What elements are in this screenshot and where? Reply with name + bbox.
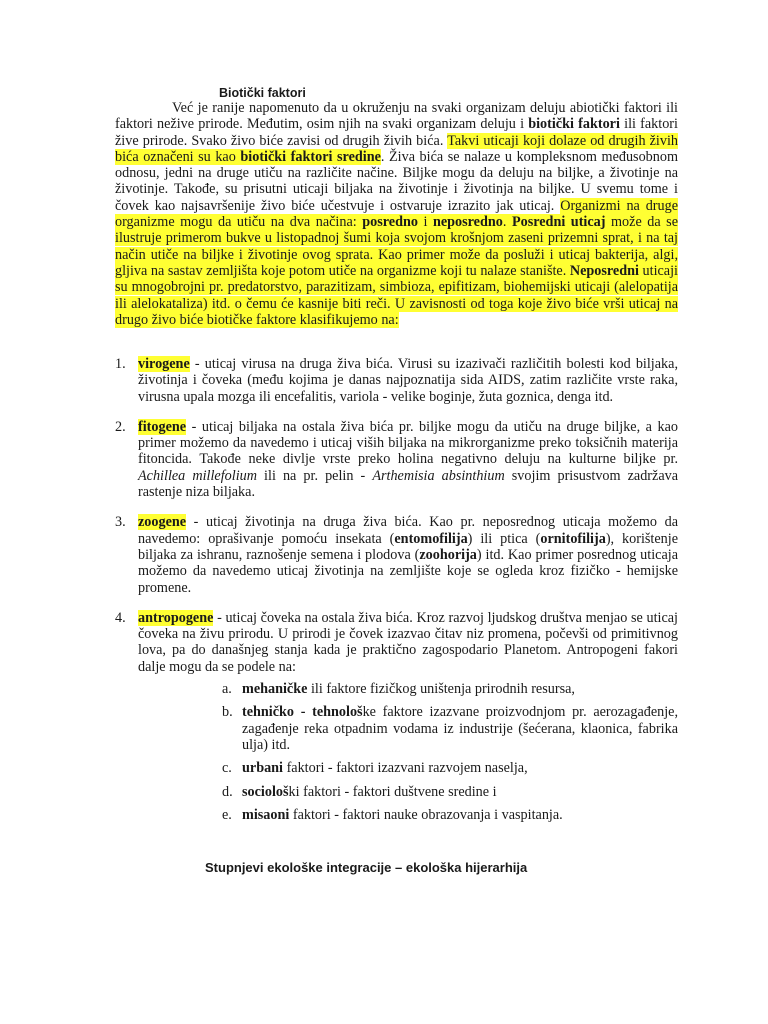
- species-arthemisia: Arthemisia absinthium: [372, 467, 505, 484]
- sub-text: ili faktore fizičkog uništenja prirodnih resursa,: [307, 681, 575, 698]
- para-text-2: ili faktori žive prirode. Svako živo biće zavisi od drugih živih bića.: [115, 116, 678, 149]
- sublist-letter: e.: [222, 806, 232, 823]
- factor-list: [115, 356, 678, 837]
- item-text: - uticaj virusa na druga živa bića. Virusi su izazivači različitih bolesti kod biljaka, životinja i čoveka (među kojima je danas najpoznatija sida AIDS, zatim različite vrste raka, virusna upala mozga ili encefalitis, variola - velike boginje, žuta goznica, denga itd.: [138, 356, 678, 405]
- list-item-fitogene: [115, 419, 678, 500]
- sub-term: sociološ: [242, 783, 289, 800]
- para-text-1: Već je ranije napomenuto da u okruženju na svaki organizam deluju abiotički faktori ili faktori nežive prirode. Međutim, osim njih na svaki organizam deluju i: [115, 100, 678, 133]
- hl-text-1: Takvi uticaji koji dolaze od drugih živih bića označeni su kao: [115, 132, 678, 165]
- sub-term: misaoni: [242, 806, 290, 823]
- item-text: svojim prisustvom zadržava rastenje niza biljaka.: [138, 467, 679, 501]
- term-indirect: posredno: [362, 214, 418, 231]
- list-item-virogene: [115, 356, 678, 405]
- sublist-item: [138, 681, 678, 697]
- sub-text: faktori - faktori nauke obrazovanja i vaspitanja.: [289, 806, 563, 823]
- hl-text-3: može da se ilustruje primerom bukve u listopadnoj šumi koja svojom krošnjom zaseni prizemni sprat, i na taj način utiče na biljke i životinje ovog sprata. Kao primer može da posluži i uticaj bakterija, algi, gljiva na sastav zemljišta koje potom utiče na organizme koji tu nalaze stanište.: [115, 214, 679, 279]
- list-item-antropogene: [115, 610, 678, 823]
- hl-dot: .: [502, 214, 512, 231]
- intro-paragraph: [115, 100, 678, 328]
- species-achillea: Achillea millefolium: [138, 467, 257, 484]
- para-text-3: . Živa bića se nalaze u kompleksnom međusobnom odnosu, jedni na druge utiču na različite načine. Biljke mogu da deluju na biljke, a životinje na životinje. Takođe, su prisutni uticaji biljaka na životinje i životinja na biljke. U svemu tome i čovek kao najsavršenije živo biće učestvuje i ostvaruje izrazito jak uticaj.: [115, 148, 678, 214]
- sub-text: ke faktore izazvane proizvodnjom pr. aerozagađenje, zagađenje reka otpadnim vodama iz industrije (šećerana, klaonica, fabrika ulja) itd.: [242, 704, 679, 753]
- list-item-zoogene: [115, 514, 678, 595]
- item-text: - uticaj biljaka na ostala živa bića pr. biljke mogu da utiču na druge biljke, a kao primer možemo da navedemo i uticaj viših biljaka na mikrorganizme preko toksičnih materija fitoncida. Takođe neke divlje vrste preko holina negativno deluju na kulturne biljke pr.: [138, 418, 678, 468]
- term-direct: neposredno: [432, 214, 503, 231]
- sublist-item: [138, 704, 678, 753]
- term-antropogene: antropogene: [138, 609, 214, 626]
- sublist-letter: c.: [222, 760, 232, 777]
- sublist-letter: b.: [222, 704, 233, 721]
- sub-term: mehaničke: [242, 681, 308, 698]
- term-fitogene: fitogene: [138, 418, 187, 435]
- item-text: - uticaj čoveka na ostala živa bića. Kroz razvoj ljudskog društva menjao se uticaj čoveka na živu prirodu. U prirodi je čovek izazvao čitav niz promena, počevši od primitivnog lova, pa do današnjeg stanja kada je praktično zagospodario Planetom. Antropogeni fakori dalje mogu da se podele na:: [138, 609, 678, 675]
- sublist-item: [138, 760, 678, 776]
- term-entomofilija: entomofilija: [394, 530, 468, 547]
- list-number: 3.: [115, 514, 126, 531]
- hl-text-2: Organizmi na druge organizme mogu da utiču na dva načina:: [115, 197, 678, 231]
- list-number: 1.: [115, 356, 126, 372]
- sub-term: tehničko - tehnološ: [242, 704, 363, 721]
- list-number: 2.: [115, 418, 126, 435]
- term-virogene: virogene: [138, 356, 190, 372]
- term-direct-2: Neposredni: [569, 262, 639, 279]
- term-biotic: biotički faktori: [528, 116, 620, 133]
- sub-term: urbani: [242, 760, 284, 777]
- term-indirect-influence: Posredni uticaj: [511, 214, 606, 231]
- hl-and: i: [417, 214, 433, 231]
- term-zoogene: zoogene: [138, 514, 187, 531]
- term-ornitofilija: ornitofilija: [540, 530, 606, 547]
- sub-text: ki faktori - faktori duštvene sredine i: [288, 783, 497, 800]
- anthropogenic-sublist: [138, 681, 678, 823]
- sublist-item: [138, 784, 678, 800]
- sublist-letter: a.: [222, 681, 232, 698]
- item-text: ), korištenje biljaka za ishranu, raznošenje semena i plodova (: [138, 530, 678, 563]
- sub-text: faktori - faktori izazvani razvojem naselja,: [283, 760, 528, 777]
- item-text: ili na pr. pelin -: [256, 467, 373, 484]
- list-number: 4.: [115, 609, 126, 626]
- sublist-letter: d.: [222, 783, 233, 800]
- sublist-item: [138, 807, 678, 823]
- highlight-influence: [115, 198, 678, 328]
- section-title: Biotički faktori: [219, 86, 306, 100]
- item-text: - uticaj životinja na druga živa bića. Kao pr. neposrednog uticaja možemo da navedemo: oprašivanje pomoću insekata (: [138, 514, 678, 547]
- term-zoohorija: zoohorija: [419, 546, 477, 563]
- term-biotic-environment: biotički faktori sredine: [240, 148, 381, 165]
- section-heading-ecological-hierarchy: Stupnjevi ekološke integracije – ekološka hijerarhija: [205, 860, 528, 875]
- hl-text-4: uticaji su mnogobrojni pr. predatorstvo, parazitizam, simbioza, epifitizam, biohemijski uticaji (alelopatija ili alelokataliza) itd. o čemu će kasnije biti reči. U zavisnosti od toga koje živo biće vrši uticaj na drugo živo biće biotičke faktore klasifikujemo na:: [115, 262, 678, 328]
- item-text: ) ili ptica (: [467, 530, 541, 547]
- item-text: ) itd. Kao primer posrednog uticaja možemo da navedemo uticaj životinja na zemljište koje se ogleda kroz fizičko - hemijske promene.: [138, 546, 678, 596]
